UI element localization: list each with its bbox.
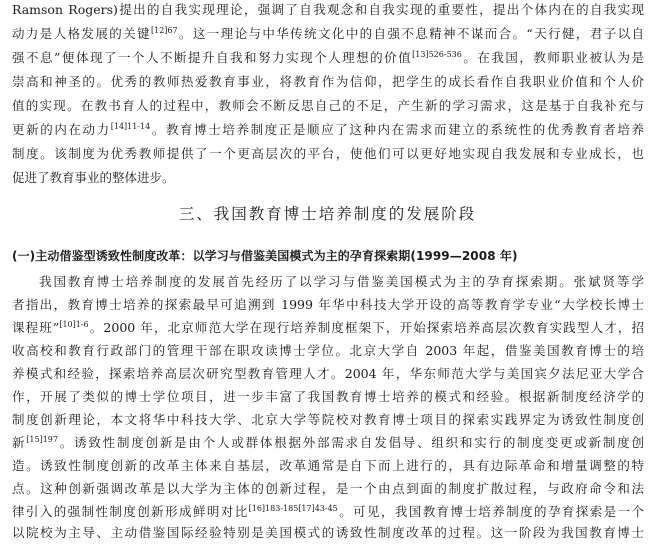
text-line: 我国教育博士培养制度的发展首先经历了以学习与借鉴美国模式为主的孕育探索期。张斌贤等学 (39, 274, 644, 289)
text-line: 以院校为主导、主动借鉴国际经验特别是美国模式的诱致性制度改革的过程。这一阶段为我国教育博士 (12, 525, 644, 540)
text-line: 更新的内在动力$^{[14]11-14}$。教育博士培养制度正是顺应了这种内在需求而建立的系统性的优秀教育者培养 (12, 122, 644, 137)
text-line: 强不息”便体现了一个人不断提升自我和努力实现个人理想的价值$^{[13]526-536}$。在我国，教师职业被认为是 (12, 50, 644, 65)
text-line: 造。诱致性制度创新的改革主体来自基层，改革通常是自下而上进行的，具有边际革命和增量调整的特 (12, 458, 644, 473)
citation-ref: [16]183-185[17]43-45 (248, 504, 338, 513)
text-line: 制度。该制度为优秀教师提供了一个更高层次的平台，使他们可以更好地实现自我发展和专业成长，也 (12, 146, 644, 161)
citation-ref: [13]526-536 (412, 50, 462, 59)
text-line: 作，开展了类似的博士学位项目，进一步丰富了我国教育博士培养的模式和经验。根据新制度经济学的 (12, 389, 644, 404)
text-line: 值的实现。在教书育人的过程中，教师会不断反思自己的不足，产生新的学习需求，这是基于自我补充与 (12, 98, 644, 113)
text-line: Ramson Rogers)提出的自我实现理论，强调了自我观念和自我实现的重要性，提出个体内在的自我实现 (12, 2, 644, 17)
citation-ref: [15]197 (26, 435, 58, 444)
text-line: 律引入的强制性制度创新形成鲜明对比$^{[16]183-185[17]43-45}$。可见，我国教育博士培养制度的孕育探索是一个 (12, 504, 644, 519)
text-line: 崇高和神圣的。优秀的教师热爱教育事业，将教育作为信仰，把学生的成长看作自我职业价值和个人价 (12, 74, 644, 89)
citation-ref: [10]1-6 (59, 320, 89, 329)
citation-ref: [12]67 (150, 26, 178, 35)
text-line: 收高校和教育行政部门的管理干部在职攻读博士学位。北京大学自 2003 年起，借鉴美国教育博士的培 (12, 343, 644, 358)
section-heading: 三、我国教育博士培养制度的发展阶段 (178, 205, 477, 223)
text-line: 养模式和经验，探索培养高层次研究型教育管理人才。2004 年，华东师范大学与美国宾夕法尼亚大学合 (12, 366, 644, 381)
text-line: 者指出，教育博士培养的探索最早可追溯到 1999 年华中科技大学开设的高等教育学专业“大学校长博士 (12, 297, 644, 312)
text-line: 促进了教育事业的整体进步。 (12, 170, 175, 185)
text-line: 课程班”$^{[10]1-6}$。2000 年，北京师范大学在现行培养制度框架下，开始探索培养高层次教育实践型人才，招 (12, 320, 644, 335)
sub-heading: (一)主动借鉴型诱致性制度改革：以学习与借鉴美国模式为主的孕育探索期(1999—2008 年) (12, 249, 518, 263)
citation-ref: [14]11-14 (110, 122, 151, 131)
text-line: 制度创新理论，本文将华中科技大学、北京大学等院校对教育博士项目的探索实践界定为诱致性制度创 (12, 412, 644, 427)
text-line: 动力是人格发展的关键$^{[12]67}$。这一理论与中华传统文化中的自强不息精神不谋而合。“天行健，君子以自 (12, 26, 644, 41)
text-line: 新$^{[15]197}$。诱致性制度创新是由个人或群体根据外部需求自发倡导、组织和实行的制度变更或新制度创 (12, 435, 644, 450)
text-line: 点。这种创新强调改革是以大学为主体的创新过程，是一个由点到面的制度扩散过程，与政府命令和法 (12, 481, 644, 496)
